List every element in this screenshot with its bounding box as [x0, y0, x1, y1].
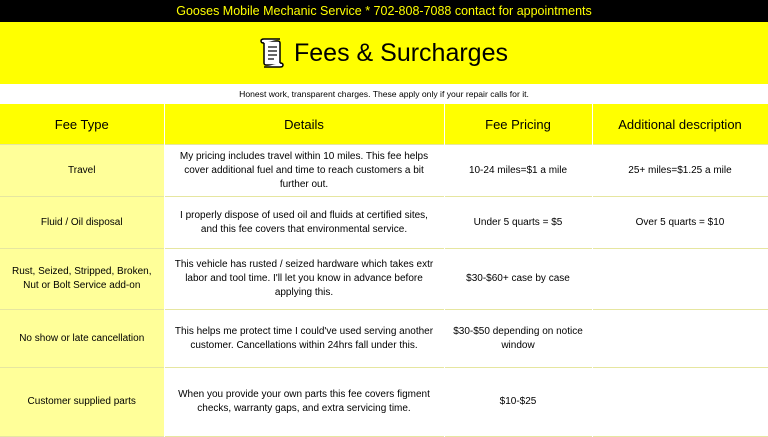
- details-cell: I properly dispose of used oil and fluids at certified sites, and this fee covers that environmental service.: [164, 197, 444, 249]
- table-row: [0, 145, 768, 197]
- table-row: [0, 249, 768, 310]
- title-banner: [0, 22, 768, 84]
- details-cell: This vehicle has rusted / seized hardware which takes extr labor and tool time. I'll let you know in advance before applying this.: [164, 249, 444, 310]
- pricing-cell: Under 5 quarts = $5: [444, 197, 592, 249]
- details-cell: My pricing includes travel within 10 miles. This fee helps cover additional fuel and time to reach customers a bit further out.: [164, 145, 444, 197]
- table-row: [0, 368, 768, 437]
- fee-type-cell: Travel: [0, 145, 164, 197]
- fee-type-cell: Customer supplied parts: [0, 368, 164, 437]
- fee-type-cell: No show or late cancellation: [0, 310, 164, 368]
- additional-cell: [592, 368, 768, 437]
- column-header-additional: Additional description: [592, 104, 768, 145]
- pricing-cell: $30-$60+ case by case: [444, 249, 592, 310]
- additional-cell: Over 5 quarts = $10: [592, 197, 768, 249]
- fee-type-cell: Fluid / Oil disposal: [0, 197, 164, 249]
- table-header-row: [0, 104, 768, 145]
- subtitle: [0, 84, 768, 104]
- table-row: [0, 310, 768, 368]
- scroll-icon: [260, 38, 284, 68]
- subtitle-text: Honest work, transparent charges. These apply only if your repair calls for it.: [239, 89, 529, 99]
- pricing-cell: 10-24 miles=$1 a mile: [444, 145, 592, 197]
- additional-cell: 25+ miles=$1.25 a mile: [592, 145, 768, 197]
- details-cell: This helps me protect time I could've used serving another customer. Cancellations within 24hrs fall under this.: [164, 310, 444, 368]
- table-row: [0, 197, 768, 249]
- pricing-cell: $10-$25: [444, 368, 592, 437]
- page-title: Fees & Surcharges: [294, 38, 508, 67]
- column-header-details: Details: [164, 104, 444, 145]
- fee-type-cell: Rust, Seized, Stripped, Broken, Nut or Bolt Service add-on: [0, 249, 164, 310]
- column-header-fee-type: Fee Type: [0, 104, 164, 145]
- column-header-fee-pricing: Fee Pricing: [444, 104, 592, 145]
- additional-cell: [592, 249, 768, 310]
- top-contact-bar: [0, 0, 768, 22]
- contact-text: Gooses Mobile Mechanic Service * 702-808-7088 contact for appointments: [176, 4, 592, 18]
- fees-table: [0, 104, 768, 437]
- details-cell: When you provide your own parts this fee covers figment checks, warranty gaps, and extra servicing time.: [164, 368, 444, 437]
- pricing-cell: $30-$50 depending on notice window: [444, 310, 592, 368]
- additional-cell: [592, 310, 768, 368]
